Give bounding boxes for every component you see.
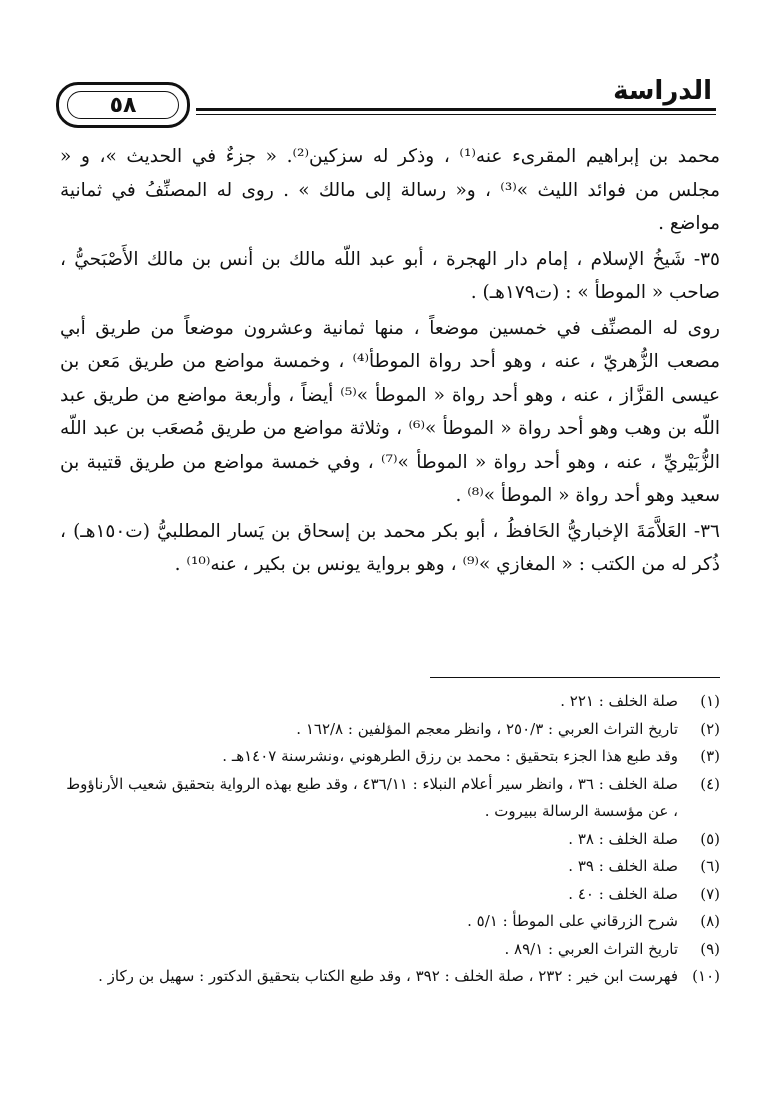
page-header [56,78,716,126]
footnote-number: (٨) [700,912,720,930]
footnote-number: (١) [700,692,720,710]
footnote [60,743,720,771]
footnote [60,881,720,909]
footnote [60,826,720,854]
footnote-text: تاريخ التراث العربي : ٢٥٠/٣ ، وانظر معجم المؤلفين : ١٦٢/٨ . [296,719,678,738]
paragraph: محمد بن إبراهيم المقرىء عنه⁽¹⁾ ، وذكر له سزكين⁽²⁾. « جزءٌ في الحديث »، و « مجلس من فوائد الليث »⁽³⁾ ، و« رسالة إلى مالك » . روى له المصنِّفُ في ثمانية مواضع . [60,146,720,234]
footnote-text: صلة الخلف : ٣٦ ، وانظر سير أعلام النبلاء : ٤٣٦/١١ ، وقد طبع بهذه الرواية بتحقيق شعيب الأرناؤوط ، عن مؤسسة الرسالة ببيروت . [66,774,678,820]
main-text [60,140,720,582]
footnote-number: (٣) [700,747,720,765]
footnote-text: تاريخ التراث العربي : ٨٩/١ . [504,939,678,958]
footnote-number: (٦) [700,857,720,875]
paragraph: ٣٦- العَلاَّمَةَ الإخباريُّ الحَافظُ ، أبو بكر محمد بن إسحاق بن يَسار المطلبيُّ (ت١٥٠هـ) ، ذُكر له من الكتب : « المغازي »⁽⁹⁾ ، وهو برواية يونس بن بكير ، عنه⁽¹⁰⁾ . [60,520,720,575]
footnote-number: (٥) [700,829,720,848]
footnote-text: صلة الخلف : ٣٨ . [568,829,678,848]
footnote [60,771,720,826]
footnotes [60,688,720,991]
footnote [60,936,720,964]
footnote [60,908,720,936]
footnote-number: (٢) [700,719,720,738]
footnote-text: صلة الخلف : ٢٢١ . [560,692,678,710]
header-rule-thin [196,114,716,115]
footnote [60,853,720,881]
paragraph: ٣٥- شَيخُ الإسلام ، إمام دار الهجرة ، أبو عبد اللّه مالك بن أنس بن مالك الأَصْبَحيُّ ، صاحب « الموطأ » : (ت١٧٩هـ) . [60,248,720,303]
footnote-text: شرح الزرقاني على الموطأ : ٥/١ . [467,912,678,930]
footnote-text: فهرست ابن خير : ٢٣٢ ، صلة الخلف : ٣٩٢ ، وقد طبع الكتاب بتحقيق الدكتور : سهيل بن ركاز . [98,967,678,985]
footnote-number: (٧) [700,884,720,903]
footnote [60,688,720,716]
footnote [60,716,720,744]
footnote-text: وقد طبع هذا الجزء بتحقيق : محمد بن رزق الطرهوني ،ونشرسنة ١٤٠٧هـ . [222,747,678,765]
paragraph: روى له المصنِّف في خمسين موضعاً ، منها ثمانية وعشرون موضعاً من طريق أبي مصعب الزُّهريّ ، عنه ، وهو أحد رواة الموطأ⁽⁴⁾ ، وخمسة مواضع من طريق مَعن بن عيسى القزَّاز ، عنه ، وهو أحد رواة « الموطأ »⁽⁵⁾ أيضاً ، وأربعة مواضع من طريق عبد اللّه بن وهب وهو أحد رواة « الموطأ »⁽⁶⁾ ، وثلاثة مواضع من طريق مُصعَب بن عبد اللّه الزُّبَيْريِّ ، عنه ، وهو أحد رواة « الموطأ »⁽⁷⁾ ، وفي خمسة مواضع من طريق قتيبة بن سعيد وهو أحد رواة « الموطأ »⁽⁸⁾ . [60,317,721,506]
footnote-separator [430,677,720,678]
section-title: الدراسة [613,76,712,106]
footnote-number: (٩) [700,939,720,958]
header-rule [196,108,716,111]
footnote-number: (٤) [700,774,720,793]
footnote [60,963,720,991]
footnote-number: (١٠) [692,967,720,985]
page-number: ٥٨ [109,92,137,118]
footnote-text: صلة الخلف : ٤٠ . [568,884,678,903]
page-number-badge [56,82,190,128]
footnote-text: صلة الخلف : ٣٩ . [568,857,678,875]
